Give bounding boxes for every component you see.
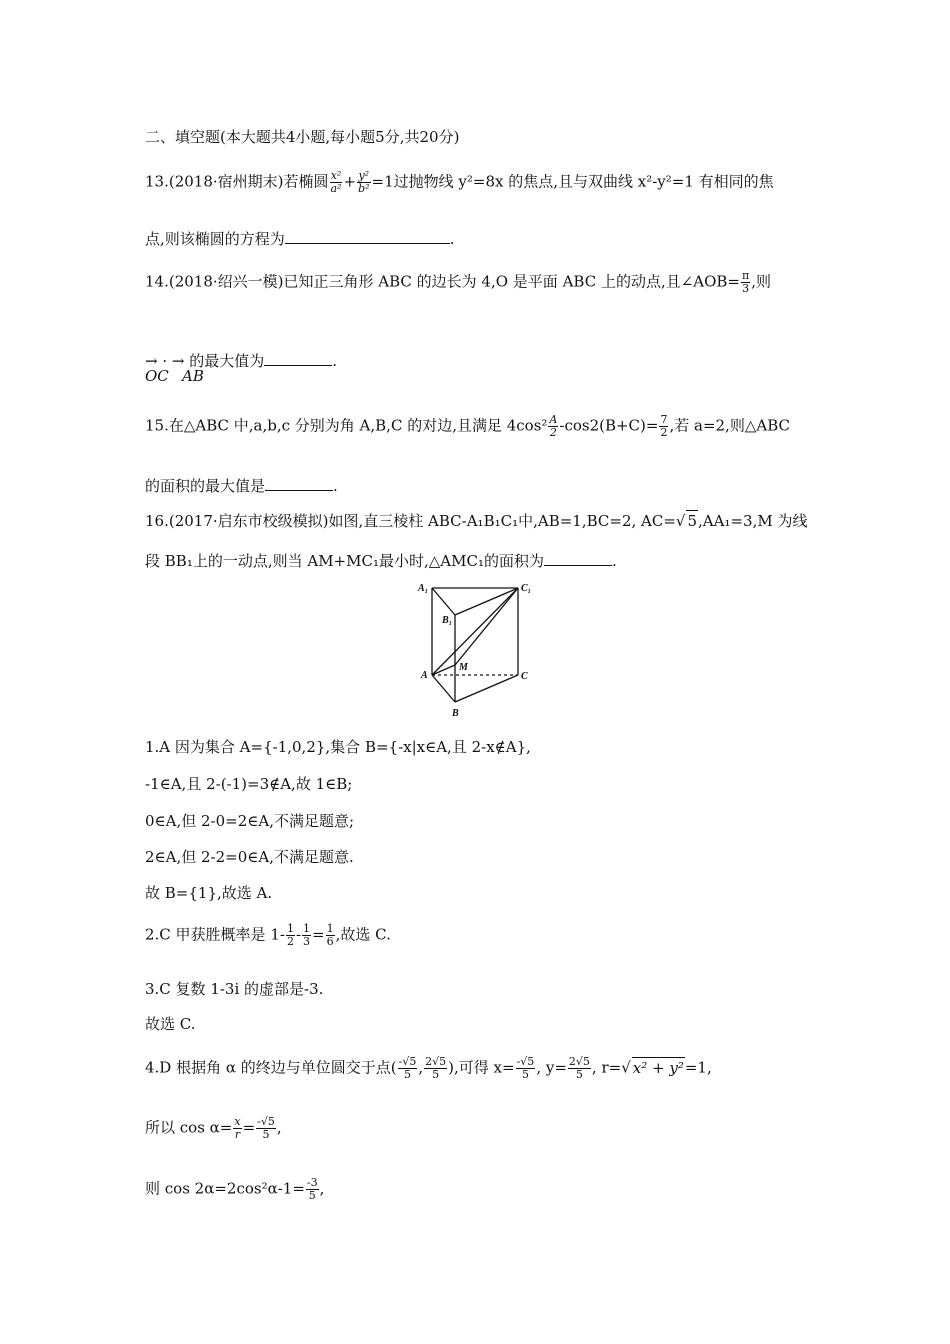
a4-frac-x — [516, 1056, 536, 1081]
a4-end: =1, — [684, 1058, 712, 1077]
q15-frac-a-num: A — [549, 413, 558, 426]
a4c-num: -3 — [306, 1176, 318, 1189]
answer-4-line2 — [145, 1116, 282, 1141]
a4b-frac-val — [256, 1116, 276, 1141]
a4c-frac — [306, 1177, 319, 1202]
a4b-val-num: -√5 — [257, 1115, 275, 1128]
a4-comma: , — [418, 1058, 424, 1077]
a2-frac-3-den: 6 — [326, 935, 334, 948]
a4-p2-den: 5 — [432, 1068, 440, 1081]
a4-y-den: 5 — [575, 1068, 583, 1081]
q13-line2-text: 点,则该椭圆的方程为 — [145, 230, 285, 248]
q13-frac-x-den: a² — [330, 182, 342, 195]
a4-y-num: 2√5 — [568, 1055, 590, 1068]
question-14-line1 — [145, 270, 771, 295]
q13-frac-x — [330, 170, 343, 195]
a2-frac-3 — [326, 923, 335, 948]
answer-4-line3 — [145, 1177, 324, 1202]
q13-frac-y — [357, 170, 370, 195]
prism-figure — [415, 578, 545, 720]
answer-3-line2: 故选 C. — [145, 1015, 196, 1033]
a2-frac-2-num: 1 — [303, 922, 311, 935]
q13-plus: + — [343, 172, 357, 191]
a4-frac-y — [568, 1056, 591, 1081]
a2-frac-3-num: 1 — [326, 922, 334, 935]
q15-frac-a-den: 2 — [549, 426, 557, 439]
edge-bc — [455, 675, 518, 702]
answer-1-line5: 故 B={1},故选 A. — [145, 884, 273, 902]
q14-line-end: . — [332, 352, 337, 370]
a4b-frac-xr — [233, 1116, 241, 1141]
question-16-line2 — [145, 551, 617, 571]
q15-frac-7-den: 2 — [660, 426, 668, 439]
segment-ac1 — [432, 588, 518, 675]
q16-prefix: 16.(2017·启东市校级模拟)如图,直三棱柱 ABC-A₁B₁C₁中,AB=1,BC=2, AC= — [145, 512, 676, 530]
q15-frac-7 — [659, 414, 668, 439]
a4c-end: , — [319, 1179, 325, 1198]
q14-vector-ab: AB — [182, 367, 204, 385]
a4-x-num: -√5 — [516, 1055, 535, 1068]
a2-suffix: ,故选 C. — [335, 925, 391, 944]
q16-line2-text: 段 BB₁上的一动点,则当 AM+MC₁最小时,△AMC₁的面积为 — [145, 552, 544, 570]
q15-answer-blank[interactable] — [265, 476, 333, 491]
a4-p1-den: 5 — [403, 1068, 411, 1081]
answer-4-line1: 4.D 根据角 α 的终边与单位圆交于点( $\frac{-√5}{5}$ , $\frac{2√5}{5}$ ),可得 x= $\frac{-√5}{5}$ , y= $\frac{2√5}{5}$ , r=√ x² + y²=1, — [145, 1055, 712, 1081]
answer-1-line4: 2∈A,但 2-2=0∈A,不满足题意. — [145, 848, 354, 866]
q13-frac-x-num: x² — [330, 169, 342, 182]
a4-frac-p1 — [398, 1056, 418, 1081]
q14-end: ,则 — [751, 272, 772, 291]
a4b-end: , — [276, 1118, 282, 1137]
segment-am — [432, 665, 455, 675]
label-a1: A₁ — [418, 583, 429, 594]
q16-answer-blank[interactable] — [544, 551, 612, 566]
section-title: 二、填空题(本大题共4小题,每小题5分,共20分) — [145, 128, 460, 146]
q16-suffix: ,AA₁=3,M 为线 — [698, 512, 808, 530]
q14-vec-line: → · → 的最大值为 — [145, 352, 265, 370]
q13-answer-blank[interactable] — [285, 229, 450, 244]
question-15-line1 — [145, 414, 790, 439]
a4-mid: ),可得 x= — [448, 1058, 515, 1077]
question-16-line1: 16.(2017·启东市校级模拟)如图,直三棱柱 ABC-A₁B₁C₁中,AB=1,BC=2, AC=√ 5,AA₁=3,M 为线 — [145, 512, 808, 530]
q14-answer-blank[interactable] — [264, 351, 332, 366]
a4-p2-num: 2√5 — [425, 1055, 447, 1068]
q14-vector-oc: OC — [145, 367, 169, 385]
q13-suffix: =1过抛物线 y²=8x 的焦点,且与双曲线 x²-y²=1 有相同的焦 — [371, 172, 774, 191]
a2-frac-1 — [286, 923, 295, 948]
q15-suffix: ,若 a=2,则△ABC — [669, 416, 790, 435]
a4b-prefix: 所以 cos α= — [145, 1118, 233, 1137]
q13-frac-y-num: y² — [358, 169, 370, 182]
answer-1-line1: 1.A 因为集合 A={-1,0,2},集合 B={-x|x∈A,且 2-x∉A}, — [145, 738, 531, 756]
q13-frac-y-den: b² — [358, 182, 370, 195]
a2-frac-1-den: 2 — [286, 935, 294, 948]
q14-frac-pi — [741, 270, 750, 295]
label-b: B — [452, 708, 459, 719]
a2-frac-2 — [302, 923, 311, 948]
question-15-line2 — [145, 476, 338, 496]
a4-frac-p2 — [424, 1056, 447, 1081]
a4-x-den: 5 — [521, 1068, 529, 1081]
label-a: A — [421, 670, 428, 681]
a4-prefix: 4.D 根据角 α 的终边与单位圆交于点( — [145, 1058, 397, 1077]
a4b-eq: = — [242, 1118, 256, 1137]
a4b-xr-num: x — [234, 1115, 241, 1128]
label-c1: C₁ — [521, 583, 532, 594]
q15-mid: -cos2(B+C)= — [559, 416, 659, 435]
label-c: C — [521, 671, 528, 682]
label-m: M — [459, 662, 468, 673]
question-14-line2 — [145, 351, 337, 371]
a4-y: , y= — [536, 1058, 567, 1077]
q16-line2-end: . — [611, 552, 617, 570]
edge-a1b1 — [432, 588, 455, 615]
answer-3-line1: 3.C 复数 1-3i 的虚部是-3. — [145, 980, 324, 998]
question-13-line2 — [145, 229, 455, 249]
q15-line2-text: 的面积的最大值是 — [145, 477, 266, 495]
q15-frac-a — [548, 414, 558, 439]
q13-prefix: 13.(2018·宿州期末)若椭圆 — [145, 172, 329, 191]
a2-frac-2-den: 3 — [303, 935, 311, 948]
answer-1-line3: 0∈A,但 2-0=2∈A,不满足题意; — [145, 812, 355, 830]
a4-r: , r= — [591, 1058, 622, 1077]
segment-mc1 — [455, 588, 518, 665]
q15-prefix: 15.在△ABC 中,a,b,c 分别为角 A,B,C 的对边,且满足 4cos² — [145, 416, 548, 435]
label-b1: B₁ — [442, 615, 453, 626]
question-13-line1 — [145, 170, 774, 195]
q15-line2-end: . — [333, 477, 338, 495]
edge-b1c1 — [455, 588, 518, 615]
a2-prefix: 2.C 甲获胜概率是 1- — [145, 925, 285, 944]
q14-pi-den: 3 — [742, 282, 750, 295]
q15-frac-7-num: 7 — [660, 413, 668, 426]
a4-p1-num: -√5 — [398, 1055, 417, 1068]
q14-pi-num: π — [742, 269, 750, 282]
q13-line2-end: . — [449, 230, 455, 248]
a2-frac-1-num: 1 — [286, 922, 294, 935]
answer-2 — [145, 923, 391, 948]
q16-sqrt-value: 5 — [687, 512, 698, 530]
answer-1-line2: -1∈A,且 2-(-1)=3∉A,故 1∈B; — [145, 775, 353, 793]
a2-eq: = — [312, 925, 325, 944]
a4b-xr-den: r — [234, 1128, 241, 1141]
edge-ab — [432, 675, 455, 702]
a4c-den: 5 — [308, 1189, 316, 1202]
a2-minus: - — [295, 925, 302, 944]
a4b-val-den: 5 — [262, 1128, 270, 1141]
q14-text: 14.(2018·绍兴一模)已知正三角形 ABC 的边长为 4,O 是平面 ABC 上的动点,且∠AOB= — [145, 272, 740, 291]
a4c-prefix: 则 cos 2α=2cos²α-1= — [145, 1179, 305, 1198]
a4-r-sqrt: x² + y² — [632, 1058, 684, 1077]
